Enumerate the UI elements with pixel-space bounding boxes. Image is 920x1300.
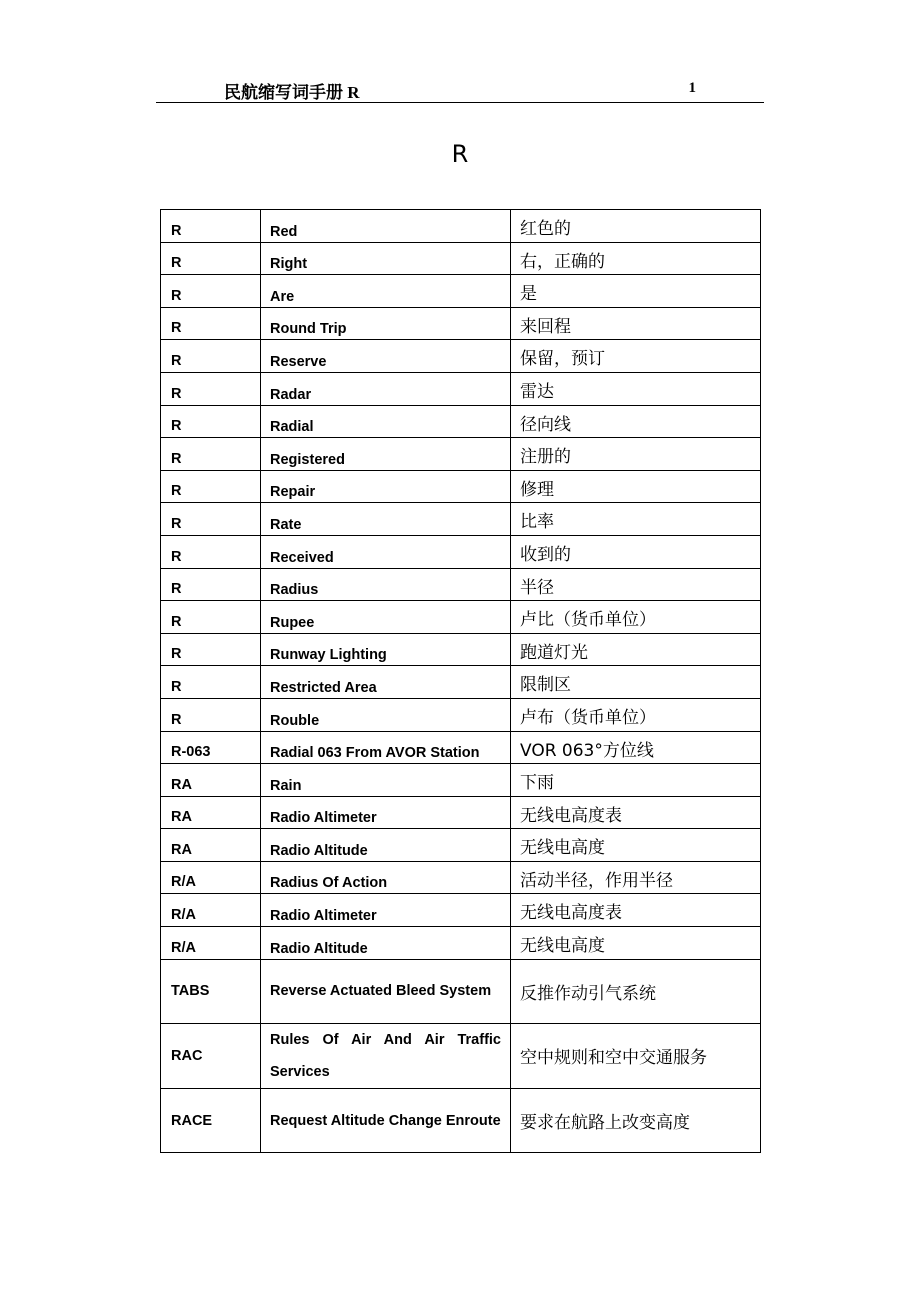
chinese-meaning-cell: 无线电高度 bbox=[511, 927, 761, 960]
full-term-cell: Red bbox=[261, 210, 511, 243]
full-term-cell: Radio Altitude bbox=[261, 927, 511, 960]
chinese-meaning-cell: 注册的 bbox=[511, 438, 761, 471]
table-row bbox=[161, 242, 761, 275]
chinese-meaning-cell: 径向线 bbox=[511, 405, 761, 438]
chinese-meaning-cell: 反推作动引气系统 bbox=[511, 959, 761, 1023]
full-term-cell: Runway Lighting bbox=[261, 633, 511, 666]
table-row bbox=[161, 698, 761, 731]
chinese-meaning-cell: 限制区 bbox=[511, 666, 761, 699]
chinese-meaning-cell: 卢布（货币单位） bbox=[511, 698, 761, 731]
table-row bbox=[161, 601, 761, 634]
chinese-meaning-cell: 半径 bbox=[511, 568, 761, 601]
abbreviation-cell: R bbox=[161, 535, 261, 568]
table-row bbox=[161, 535, 761, 568]
full-term-cell: Radio Altimeter bbox=[261, 796, 511, 829]
full-term-cell: Radar bbox=[261, 372, 511, 405]
table-row bbox=[161, 959, 761, 1023]
table-row bbox=[161, 927, 761, 960]
chinese-meaning-cell: 是 bbox=[511, 275, 761, 308]
chinese-meaning-cell: VOR 063°方位线 bbox=[511, 731, 761, 764]
full-term-cell: Request Altitude Change Enroute bbox=[261, 1088, 511, 1152]
full-term-cell: Are bbox=[261, 275, 511, 308]
table-row bbox=[161, 666, 761, 699]
abbreviation-cell: R bbox=[161, 275, 261, 308]
page-header bbox=[156, 72, 764, 103]
table-row bbox=[161, 796, 761, 829]
chinese-meaning-cell: 无线电高度表 bbox=[511, 796, 761, 829]
abbreviation-table-body bbox=[161, 210, 761, 1153]
chinese-meaning-cell: 下雨 bbox=[511, 764, 761, 797]
table-row bbox=[161, 470, 761, 503]
table-row bbox=[161, 1023, 761, 1088]
abbreviation-cell: R bbox=[161, 666, 261, 699]
chinese-meaning-cell: 比率 bbox=[511, 503, 761, 536]
full-term-cell: Reserve bbox=[261, 340, 511, 373]
chinese-meaning-cell: 无线电高度 bbox=[511, 829, 761, 862]
abbreviation-cell: R bbox=[161, 242, 261, 275]
table-row bbox=[161, 731, 761, 764]
chinese-meaning-cell: 要求在航路上改变高度 bbox=[511, 1088, 761, 1152]
chinese-meaning-cell: 空中规则和空中交通服务 bbox=[511, 1023, 761, 1088]
table-row bbox=[161, 405, 761, 438]
abbreviation-cell: R-063 bbox=[161, 731, 261, 764]
full-term-cell: Radial bbox=[261, 405, 511, 438]
table-row bbox=[161, 1088, 761, 1152]
table-row bbox=[161, 210, 761, 243]
chinese-meaning-cell: 来回程 bbox=[511, 307, 761, 340]
chinese-meaning-cell: 雷达 bbox=[511, 372, 761, 405]
page-number: 1 bbox=[688, 80, 696, 96]
abbreviation-cell: R bbox=[161, 601, 261, 634]
full-term-cell: Radio Altimeter bbox=[261, 894, 511, 927]
abbreviation-cell: RACE bbox=[161, 1088, 261, 1152]
abbreviation-cell: R/A bbox=[161, 927, 261, 960]
abbreviation-cell: RA bbox=[161, 796, 261, 829]
abbreviation-cell: R bbox=[161, 470, 261, 503]
chinese-meaning-cell: 无线电高度表 bbox=[511, 894, 761, 927]
full-term-cell: Rate bbox=[261, 503, 511, 536]
table-row bbox=[161, 438, 761, 471]
table-row bbox=[161, 340, 761, 373]
abbreviation-cell: RA bbox=[161, 829, 261, 862]
table-row bbox=[161, 503, 761, 536]
chinese-meaning-cell: 卢比（货币单位） bbox=[511, 601, 761, 634]
full-term-cell: Right bbox=[261, 242, 511, 275]
full-term-cell: Radio Altitude bbox=[261, 829, 511, 862]
section-letter: R bbox=[451, 140, 469, 168]
full-term-cell: Reverse Actuated Bleed System bbox=[261, 959, 511, 1023]
table-row bbox=[161, 633, 761, 666]
chinese-meaning-cell: 跑道灯光 bbox=[511, 633, 761, 666]
abbreviation-cell: TABS bbox=[161, 959, 261, 1023]
table-row bbox=[161, 894, 761, 927]
full-term-cell: Registered bbox=[261, 438, 511, 471]
full-term-cell: Rouble bbox=[261, 698, 511, 731]
abbreviation-cell: R/A bbox=[161, 861, 261, 894]
abbreviation-cell: R bbox=[161, 568, 261, 601]
abbreviation-cell: R/A bbox=[161, 894, 261, 927]
abbreviation-cell: R bbox=[161, 698, 261, 731]
table-row bbox=[161, 829, 761, 862]
abbreviation-cell: R bbox=[161, 307, 261, 340]
chinese-meaning-cell: 收到的 bbox=[511, 535, 761, 568]
chinese-meaning-cell: 活动半径，作用半径 bbox=[511, 861, 761, 894]
full-term-cell: Rupee bbox=[261, 601, 511, 634]
full-term-cell: Repair bbox=[261, 470, 511, 503]
abbreviation-cell: R bbox=[161, 405, 261, 438]
full-term-cell: Radial 063 From AVOR Station bbox=[261, 731, 511, 764]
table-row bbox=[161, 372, 761, 405]
chinese-meaning-cell: 修理 bbox=[511, 470, 761, 503]
header-title: 民航缩写词手册 R bbox=[224, 83, 360, 102]
table-row bbox=[161, 568, 761, 601]
table-row bbox=[161, 861, 761, 894]
full-term-cell: Round Trip bbox=[261, 307, 511, 340]
abbreviation-cell: R bbox=[161, 503, 261, 536]
abbreviation-cell: R bbox=[161, 633, 261, 666]
table-row bbox=[161, 307, 761, 340]
full-term-cell: Rain bbox=[261, 764, 511, 797]
abbreviation-cell: R bbox=[161, 438, 261, 471]
full-term-cell: Radius Of Action bbox=[261, 861, 511, 894]
full-term-cell: Radius bbox=[261, 568, 511, 601]
full-term-cell: Received bbox=[261, 535, 511, 568]
chinese-meaning-cell: 红色的 bbox=[511, 210, 761, 243]
abbreviation-table bbox=[160, 209, 761, 1153]
abbreviation-cell: R bbox=[161, 340, 261, 373]
table-row bbox=[161, 764, 761, 797]
abbreviation-cell: RAC bbox=[161, 1023, 261, 1088]
full-term-cell: Rules Of Air And Air Traffic Services bbox=[261, 1023, 511, 1088]
chinese-meaning-cell: 保留，预订 bbox=[511, 340, 761, 373]
table-row bbox=[161, 275, 761, 308]
abbreviation-cell: R bbox=[161, 372, 261, 405]
chinese-meaning-cell: 右，正确的 bbox=[511, 242, 761, 275]
abbreviation-cell: RA bbox=[161, 764, 261, 797]
abbreviation-cell: R bbox=[161, 210, 261, 243]
full-term-cell: Restricted Area bbox=[261, 666, 511, 699]
